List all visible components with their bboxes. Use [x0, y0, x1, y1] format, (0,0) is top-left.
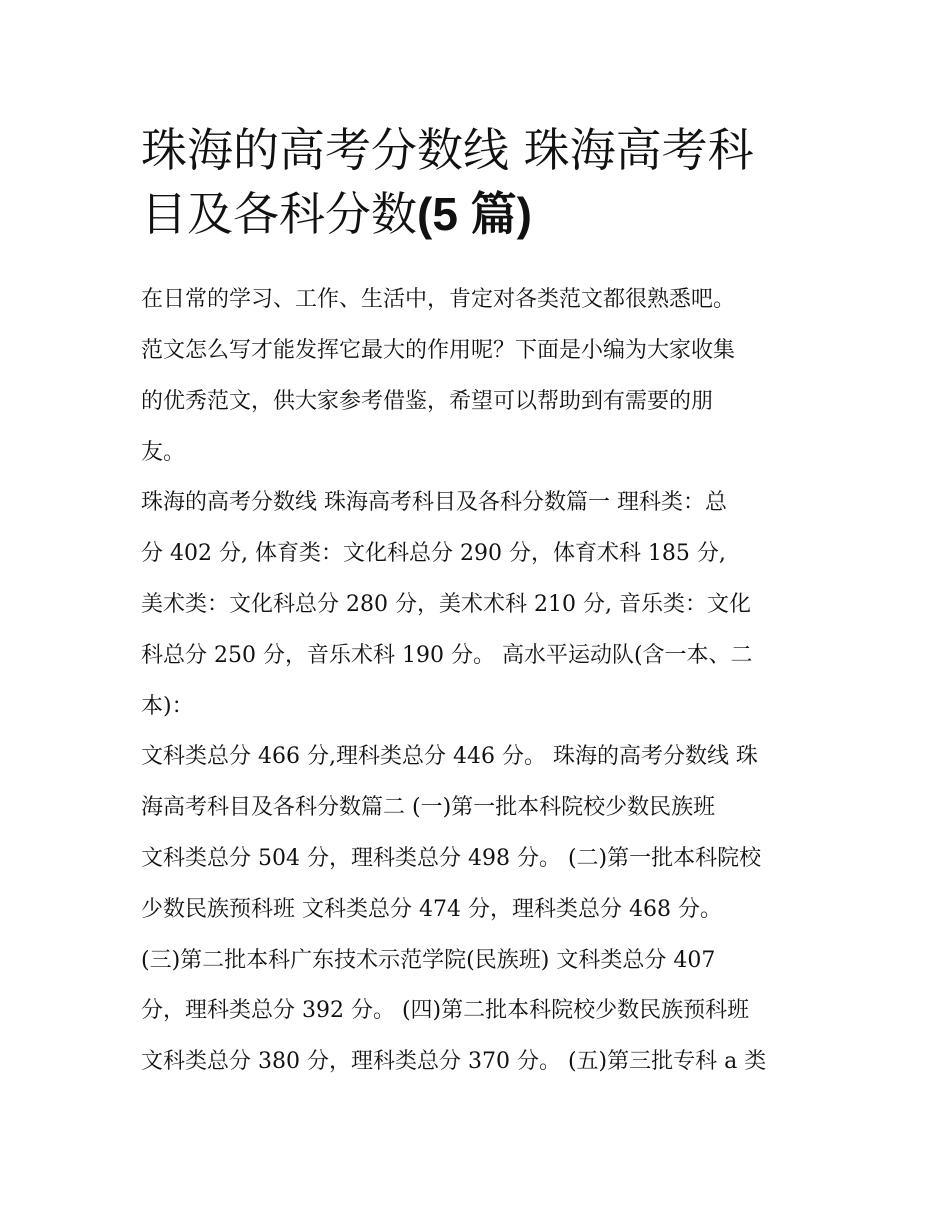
document-title [141, 118, 821, 246]
title-line-2-text: 目及各科分数 [141, 187, 417, 241]
paragraph-line: 在日常的学习、工作、生活中，肯定对各类范文都很熟悉吧。 [141, 287, 736, 312]
paragraph-line: 文科类总分 380 分，理科类总分 370 分。 (五)第三批专科 a 类 [141, 1049, 767, 1074]
paragraph-line: (三)第二批本科广东技术示范学院(民族班) 文科类总分 407 [141, 948, 716, 973]
paragraph-line: 的优秀范文，供大家参考借鉴，希望可以帮助到有需要的朋 [141, 389, 714, 414]
paragraph-line: 文科类总分 504 分，理科类总分 498 分。 (二)第一批本科院校 [141, 846, 762, 871]
paragraph-line: 美术类：文化科总分 280 分，美术术科 210 分, 音乐类：文化 [141, 592, 751, 617]
title-line-2-count: (5 篇) [417, 188, 532, 240]
paragraph-line: 文科类总分 466 分,理科类总分 446 分。 珠海的高考分数线 珠 [141, 744, 758, 769]
paragraph-line: 本)： [141, 694, 194, 719]
paragraph-line: 友。 [141, 440, 186, 465]
paragraph-line: 分 402 分, 体育类：文化科总分 290 分，体育术科 185 分, [141, 541, 726, 566]
title-line-1: 珠海的高考分数线 珠海高考科 [141, 123, 754, 177]
paragraph-line: 分，理科类总分 392 分。 (四)第二批本科院校少数民族预科班 [141, 998, 750, 1023]
paragraph-line: 范文怎么写才能发挥它最大的作用呢？下面是小编为大家收集 [141, 338, 736, 363]
paragraph-line: 珠海的高考分数线 珠海高考科目及各科分数篇一 理科类：总 [141, 490, 727, 515]
paragraph-line: 少数民族预科班 文科类总分 474 分，理科类总分 468 分。 [141, 897, 722, 922]
paragraph-line: 海高考科目及各科分数篇二 (一)第一批本科院校少数民族班 [141, 795, 716, 820]
paragraph-line: 科总分 250 分，音乐术科 190 分。 高水平运动队(含一本、二 [141, 643, 753, 668]
